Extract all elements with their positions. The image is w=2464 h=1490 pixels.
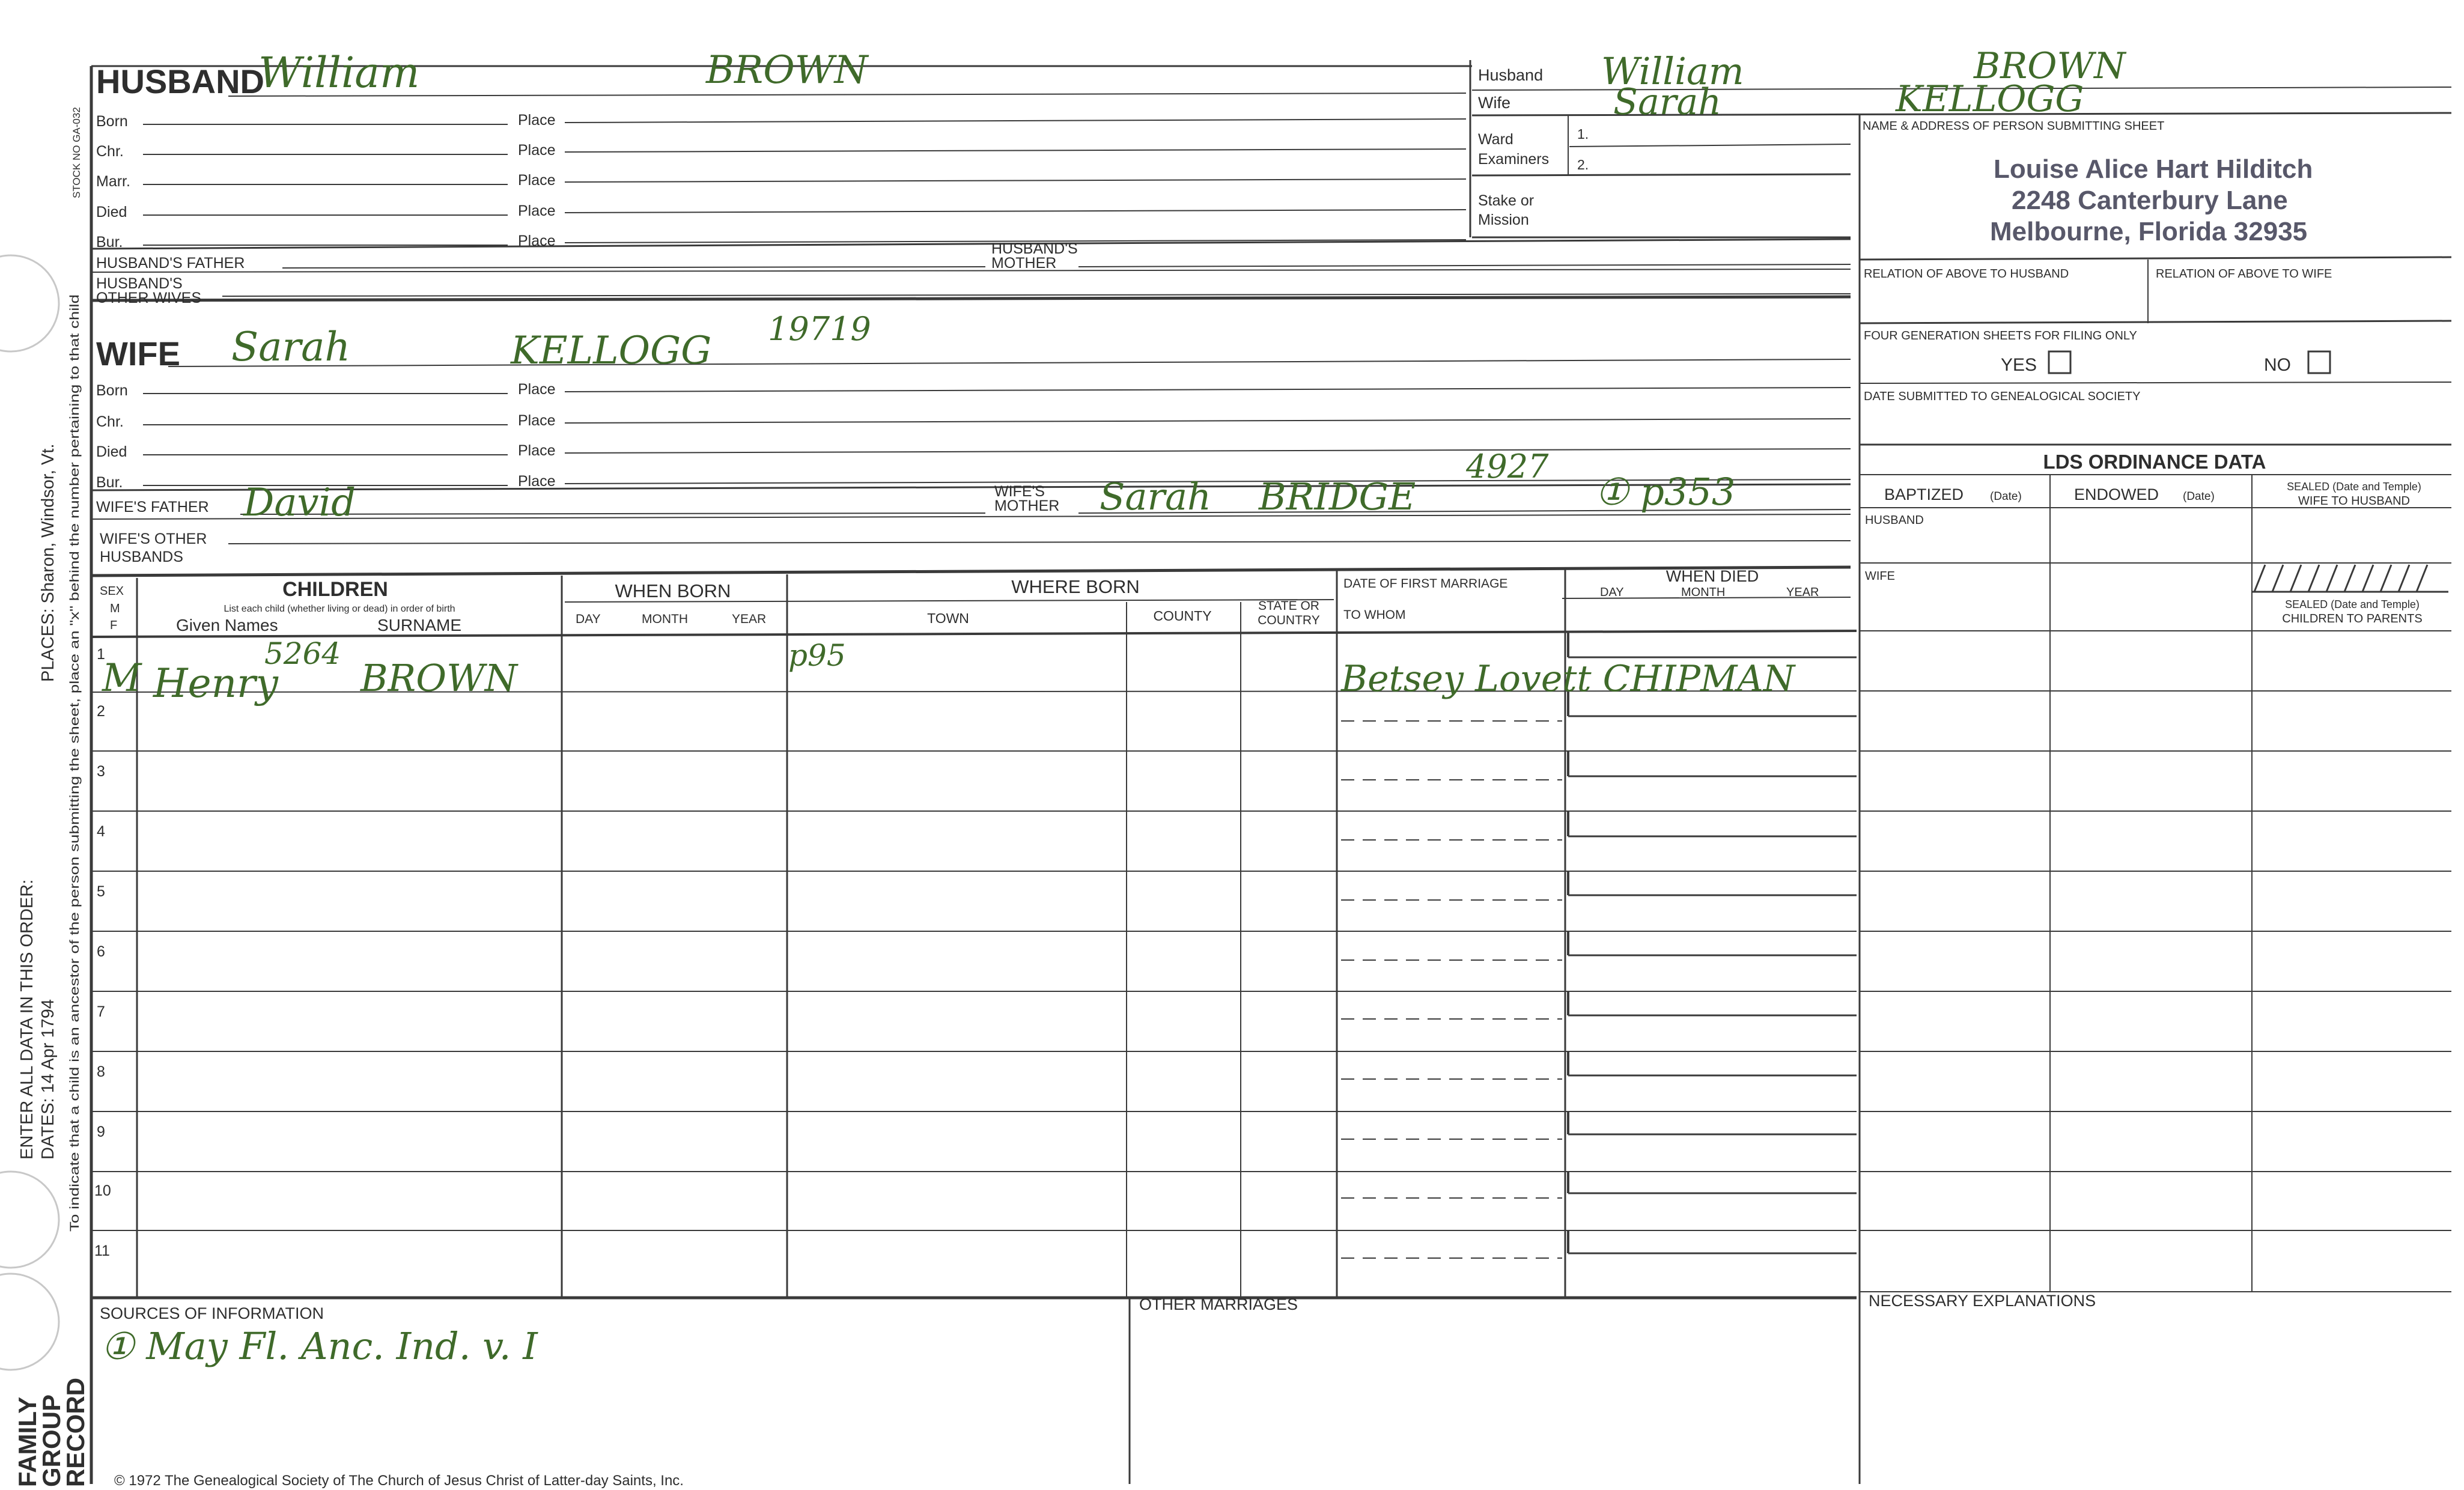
four-gen-label: FOUR GENERATION SHEETS FOR FILING ONLY bbox=[1864, 329, 2137, 342]
summary-wife-given[interactable]: Sarah bbox=[1613, 81, 1721, 123]
binder-hole bbox=[0, 255, 59, 351]
wife-chr-place-label: Place bbox=[518, 412, 556, 429]
sealed-children-parents-label-1: SEALED (Date and Temple) bbox=[2285, 598, 2420, 610]
date-submitted-label: DATE SUBMITTED TO GENEALOGICAL SOCIETY bbox=[1864, 390, 2141, 403]
husband-born-label: Born bbox=[96, 113, 128, 130]
record-label: RECORD bbox=[61, 1377, 90, 1487]
child-row-number: 6 bbox=[97, 943, 105, 960]
wife-born-label: Born bbox=[96, 382, 128, 399]
child-1-surname[interactable]: BROWN bbox=[360, 656, 518, 700]
copyright-notice: © 1972 The Genealogical Society of The Church of Jesus Christ of Latter-day Saints, Inc. bbox=[114, 1473, 684, 1489]
child-1-sex[interactable]: M bbox=[102, 656, 142, 701]
sources-value[interactable]: ① May Fl. Anc. Ind. v. I bbox=[101, 1324, 538, 1368]
lds-husband-label: HUSBAND bbox=[1865, 514, 1924, 527]
husband-bur-place-label: Place bbox=[518, 233, 556, 249]
child-row-number: 1 bbox=[97, 646, 105, 663]
yes-label: YES bbox=[2001, 355, 2037, 375]
summary-husband-surname[interactable]: BROWN bbox=[1974, 45, 2126, 87]
husband-born-place-label: Place bbox=[518, 112, 556, 129]
when-died-header: WHEN DIED bbox=[1665, 567, 1759, 585]
wife-chr-label: Chr. bbox=[96, 413, 124, 430]
ward-label-2: Examiners bbox=[1478, 151, 1550, 168]
wife-given-name[interactable]: Sarah bbox=[231, 324, 350, 370]
husband-mother-label-1: HUSBAND'S bbox=[991, 240, 1078, 257]
stake-label-1: Stake or bbox=[1478, 192, 1535, 209]
husband-surname[interactable]: BROWN bbox=[706, 48, 868, 93]
summary-wife-surname[interactable]: KELLOGG bbox=[1896, 78, 2084, 120]
husband-marr-place-label: Place bbox=[518, 172, 556, 189]
sealed-children-parents-label-2: CHILDREN TO PARENTS bbox=[2282, 612, 2423, 625]
town-header: TOWN bbox=[927, 610, 969, 626]
wife-bur-place-label: Place bbox=[518, 473, 556, 490]
wife-mother-surname[interactable]: BRIDGE bbox=[1259, 475, 1416, 518]
first-marriage-header: DATE OF FIRST MARRIAGE bbox=[1343, 577, 1508, 591]
group-label: GROUP bbox=[37, 1394, 65, 1487]
binder-hole bbox=[0, 1172, 59, 1268]
when-born-header: WHEN BORN bbox=[615, 580, 731, 601]
dates-instruction: DATES: 14 Apr 1794 bbox=[38, 999, 58, 1160]
relation-wife-label: RELATION OF ABOVE TO WIFE bbox=[2156, 267, 2332, 281]
child-row-number: 8 bbox=[97, 1063, 105, 1080]
wife-other-husbands-label-2: HUSBANDS bbox=[100, 549, 183, 565]
wife-mother-given[interactable]: Sarah bbox=[1100, 475, 1211, 518]
wife-bur-label: Bur. bbox=[96, 474, 123, 491]
binder-hole bbox=[0, 1274, 59, 1370]
submitter-city: Melbourne, Florida 32935 bbox=[1990, 217, 2308, 246]
husband-marr-label: Marr. bbox=[96, 173, 130, 190]
examiner-1-label: 1. bbox=[1577, 126, 1589, 142]
summary-husband-given[interactable]: William bbox=[1601, 49, 1744, 93]
husband-died-place-label: Place bbox=[518, 202, 556, 219]
wife-mother-label-2: MOTHER bbox=[994, 497, 1060, 514]
children-instruction: List each child (whether living or dead) in order of birth bbox=[224, 604, 455, 614]
summary-wife-label: Wife bbox=[1478, 94, 1510, 112]
wife-born-place-label: Place bbox=[518, 381, 556, 398]
child-row-number: 3 bbox=[97, 763, 105, 780]
wife-mother-label-1: WIFE'S bbox=[994, 483, 1045, 500]
husband-chr-place-label: Place bbox=[518, 142, 556, 159]
born-year-header: YEAR bbox=[732, 612, 767, 626]
child-row-number: 10 bbox=[94, 1182, 111, 1199]
child-row-number: 4 bbox=[97, 823, 105, 840]
lds-wife-label: WIFE bbox=[1865, 570, 1895, 583]
stake-label-2: Mission bbox=[1478, 211, 1529, 228]
husband-chr-label: Chr. bbox=[96, 143, 124, 160]
examiner-2-label: 2. bbox=[1577, 157, 1589, 172]
wife-died-label: Died bbox=[96, 443, 127, 460]
endowed-date-label: (Date) bbox=[2183, 490, 2215, 503]
husband-father-label: HUSBAND'S FATHER bbox=[96, 255, 245, 272]
ancestor-note: To indicate that a child is an ancestor of the person submitting the sheet, place an "x" behind the number pertaining to that child bbox=[68, 522, 82, 1232]
submitter-label: NAME & ADDRESS OF PERSON SUBMITTING SHEET bbox=[1863, 120, 2165, 133]
other-marriages-label: OTHER MARRIAGES bbox=[1139, 1295, 1298, 1313]
child-row-number: 7 bbox=[97, 1003, 105, 1020]
wife-other-husbands-label-1: WIFE'S OTHER bbox=[100, 531, 207, 547]
died-month-header: MONTH bbox=[1681, 586, 1726, 599]
child-1-spouse[interactable]: Betsey Lovett CHIPMAN bbox=[1341, 658, 1795, 700]
wife-mother-source-note[interactable]: ① p353 bbox=[1595, 470, 1736, 514]
state-header-1: STATE OR bbox=[1258, 599, 1319, 613]
born-day-header: DAY bbox=[576, 612, 601, 626]
necessary-explanations-label: NECESSARY EXPLANATIONS bbox=[1869, 1292, 2096, 1310]
husband-mother-label-2: MOTHER bbox=[991, 255, 1057, 272]
husband-given-name[interactable]: William bbox=[258, 48, 420, 97]
child-1-record-number[interactable]: 5264 bbox=[264, 636, 341, 671]
husband-other-wives-label-1: HUSBAND'S bbox=[96, 275, 183, 292]
submitter-street: 2248 Canterbury Lane bbox=[2012, 186, 2288, 215]
sex-f-header: F bbox=[110, 619, 118, 632]
sealed-wife-husband-label-1: SEALED (Date and Temple) bbox=[2287, 481, 2421, 493]
wife-mother-number[interactable]: 4927 bbox=[1466, 448, 1549, 485]
child-row-number: 5 bbox=[97, 883, 105, 900]
husband-other-wives-label-2: OTHER WIVES bbox=[96, 290, 202, 306]
surname-header: SURNAME bbox=[377, 616, 462, 634]
sex-header: SEX bbox=[100, 585, 124, 598]
sex-m-header: M bbox=[110, 602, 120, 615]
enter-order-instruction: ENTER ALL DATA IN THIS ORDER: bbox=[17, 879, 37, 1160]
husband-bur-label: Bur. bbox=[96, 234, 123, 251]
husband-died-label: Died bbox=[96, 204, 127, 220]
places-instruction: PLACES: Sharon, Windsor, Vt. bbox=[38, 443, 58, 682]
died-day-header: DAY bbox=[1600, 586, 1624, 599]
wife-surname[interactable]: KELLOGG bbox=[511, 329, 712, 373]
hatched-cell bbox=[2252, 565, 2448, 592]
lds-title: LDS ORDINANCE DATA bbox=[2043, 451, 2266, 473]
wife-father-name[interactable]: David bbox=[243, 481, 356, 525]
to-whom-header: TO WHOM bbox=[1343, 608, 1406, 622]
child-row-number: 11 bbox=[94, 1242, 110, 1259]
summary-husband-label: Husband bbox=[1478, 66, 1544, 84]
baptized-label: BAPTIZED bbox=[1884, 485, 1964, 503]
relation-husband-label: RELATION OF ABOVE TO HUSBAND bbox=[1864, 267, 2069, 281]
yes-checkbox[interactable] bbox=[2049, 351, 2070, 373]
given-names-header: Given Names bbox=[176, 616, 278, 634]
family-label: FAMILY bbox=[13, 1396, 41, 1487]
child-row-number: 2 bbox=[97, 703, 105, 720]
child-row-number: 9 bbox=[97, 1124, 105, 1140]
sources-label: SOURCES OF INFORMATION bbox=[100, 1304, 324, 1322]
child-1-given-name[interactable]: Henry bbox=[153, 660, 278, 707]
ward-label-1: Ward bbox=[1478, 131, 1513, 148]
child-1-town[interactable]: p95 bbox=[788, 638, 846, 673]
wife-died-place-label: Place bbox=[518, 442, 556, 459]
husband-heading: HUSBAND bbox=[96, 62, 264, 100]
endowed-label: ENDOWED bbox=[2074, 485, 2159, 503]
wife-father-label: WIFE'S FATHER bbox=[96, 499, 209, 515]
wife-heading: WIFE bbox=[96, 335, 180, 372]
where-born-header: WHERE BORN bbox=[1011, 576, 1140, 597]
no-checkbox[interactable] bbox=[2308, 351, 2330, 373]
submitter-name: Louise Alice Hart Hilditch bbox=[1994, 154, 2313, 184]
stock-number: STOCK NO GA-032 bbox=[71, 107, 82, 198]
wife-record-number[interactable]: 19719 bbox=[768, 310, 871, 348]
children-heading: CHILDREN bbox=[282, 578, 388, 601]
born-month-header: MONTH bbox=[642, 612, 688, 626]
sealed-wife-husband-label-2: WIFE TO HUSBAND bbox=[2298, 494, 2410, 508]
county-header: COUNTY bbox=[1153, 608, 1212, 624]
baptized-date-label: (Date) bbox=[1990, 490, 2022, 503]
died-year-header: YEAR bbox=[1786, 586, 1819, 599]
form-rules bbox=[91, 60, 2451, 1484]
no-label: NO bbox=[2264, 355, 2291, 375]
state-header-2: COUNTRY bbox=[1258, 613, 1320, 627]
